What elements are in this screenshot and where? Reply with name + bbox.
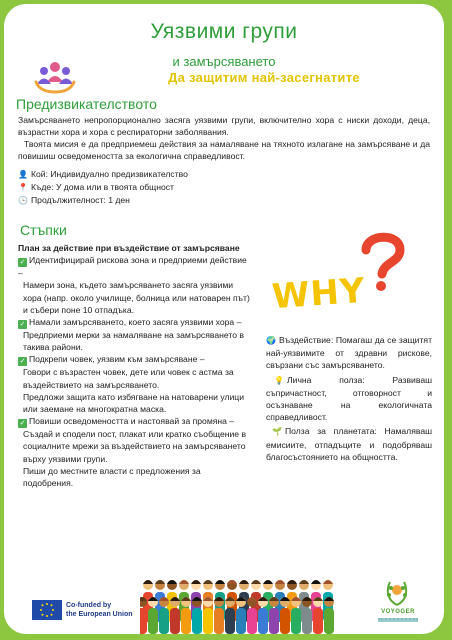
- clock-icon: 🕒: [18, 196, 28, 206]
- impact-block: [266, 334, 432, 463]
- challenge-paragraph-2: Твоята мисия е да предприемеш действия за намаляване на тяхното излагане на замърсяване и да повишиш осведомеността за екологична справедливост.: [18, 139, 430, 162]
- where-text: Къде: У дома или в твоята общност: [31, 182, 174, 193]
- challenge-paragraph-1: Замърсяването непропорционално засяга уязвими групи, включително хора с ниски доходи, деца, възрастни хора и хора с респираторни заболявания.: [18, 115, 430, 138]
- poster-card: [4, 4, 444, 634]
- step-item: [18, 415, 250, 489]
- page-title: Уязвими групи: [150, 20, 298, 43]
- question-mark-icon: [358, 230, 408, 292]
- person-icon: 👤: [18, 170, 28, 179]
- page-subtitle: и замърсяването: [172, 54, 276, 69]
- step-title: Повиши осведомеността и настоявай за промяна –: [29, 416, 235, 427]
- why-illustration: [270, 230, 420, 322]
- voyoger-tagline-mark: [378, 618, 418, 622]
- voyoger-logo-text: VOYOGER: [381, 609, 415, 615]
- step-desc-2: Пиши до местните власти с предложения за подобрения.: [23, 465, 201, 489]
- step-item: [18, 316, 250, 353]
- plan-title: План за действие при въздействие от замърсяване: [18, 243, 240, 253]
- eu-text-line2: the European Union: [66, 611, 133, 618]
- who-text: Кой: Индивидуално предизвикателство: [31, 169, 188, 179]
- step-desc: Създай и сподели пост, плакат или кратко съобщение в социалните мрежи за въздействието на замърсяването върху уязвими групи.: [23, 429, 247, 464]
- voyoger-logo: [368, 578, 428, 626]
- step-desc: Говори с възрастен човек, дете или човек с астма за въздействието на замърсяването.: [23, 367, 234, 390]
- lightbulb-icon: 💡: [274, 375, 284, 385]
- challenge-heading: Предизвикателството: [16, 96, 157, 112]
- checkmark-icon: ✓: [19, 259, 26, 267]
- step-desc: Предприеми мерки за намаляване на замърсяването в такива райони.: [23, 330, 244, 353]
- step-item: [18, 254, 250, 316]
- challenge-meta: [18, 168, 430, 208]
- personal-item: [266, 374, 432, 424]
- planet-item: [266, 425, 432, 463]
- seedling-icon: 🌱: [272, 427, 282, 437]
- checkmark-icon: ✓: [19, 358, 26, 366]
- step-title: Подкрепи човек, уязвим към замърсяване –: [29, 354, 205, 365]
- steps-heading: Стъпки: [20, 222, 67, 238]
- checkmark-icon: ✓: [19, 321, 26, 329]
- steps-list: [18, 242, 250, 489]
- step-title: Намали замърсяването, което засяга уязвими хора –: [29, 317, 242, 328]
- leaf-wreath-icon: [382, 578, 412, 608]
- step-desc-2: Предложи защита като избягване на натоварени улици или заемане на многократна маска.: [23, 391, 245, 415]
- impact-text: Въздействие: Помагаш да се защитят най-уязвимите от здравни рискове, свързани със замърсяването.: [266, 335, 432, 371]
- step-desc: Намери зона, където замърсяването засяга уязвими хора (напр. около училище, болница или натоварен път) и събери поне 10 отпадъка.: [23, 280, 250, 315]
- step-title: Идентифицирай рискова зона и предприеми действие –: [18, 255, 247, 279]
- personal-text: Лична полза: Развиваш съпричастност, отговорност и осъзнаване на екологичната справедливост.: [266, 374, 432, 423]
- impact-item: [266, 334, 432, 372]
- globe-icon: 🌍: [266, 336, 276, 345]
- crowd-illustration: [140, 570, 336, 634]
- checkmark-icon: ✓: [19, 420, 26, 428]
- tagline: Да защитим най-засегнатите: [168, 70, 360, 85]
- eu-flag-icon: [32, 600, 62, 620]
- duration-text: Продължителност: 1 ден: [31, 195, 130, 206]
- why-text: WHY: [270, 270, 367, 318]
- people-group-icon: [34, 58, 76, 94]
- step-item: [18, 353, 250, 415]
- eu-text-line1: Co-funded by: [66, 602, 112, 609]
- eu-cofunded-logo: [32, 598, 142, 624]
- planet-text: Полза за планетата: Намаляваш емисиите, отпадъците и подобряваш благосъстоянието на общността.: [266, 426, 432, 462]
- location-pin-icon: 📍: [18, 183, 28, 193]
